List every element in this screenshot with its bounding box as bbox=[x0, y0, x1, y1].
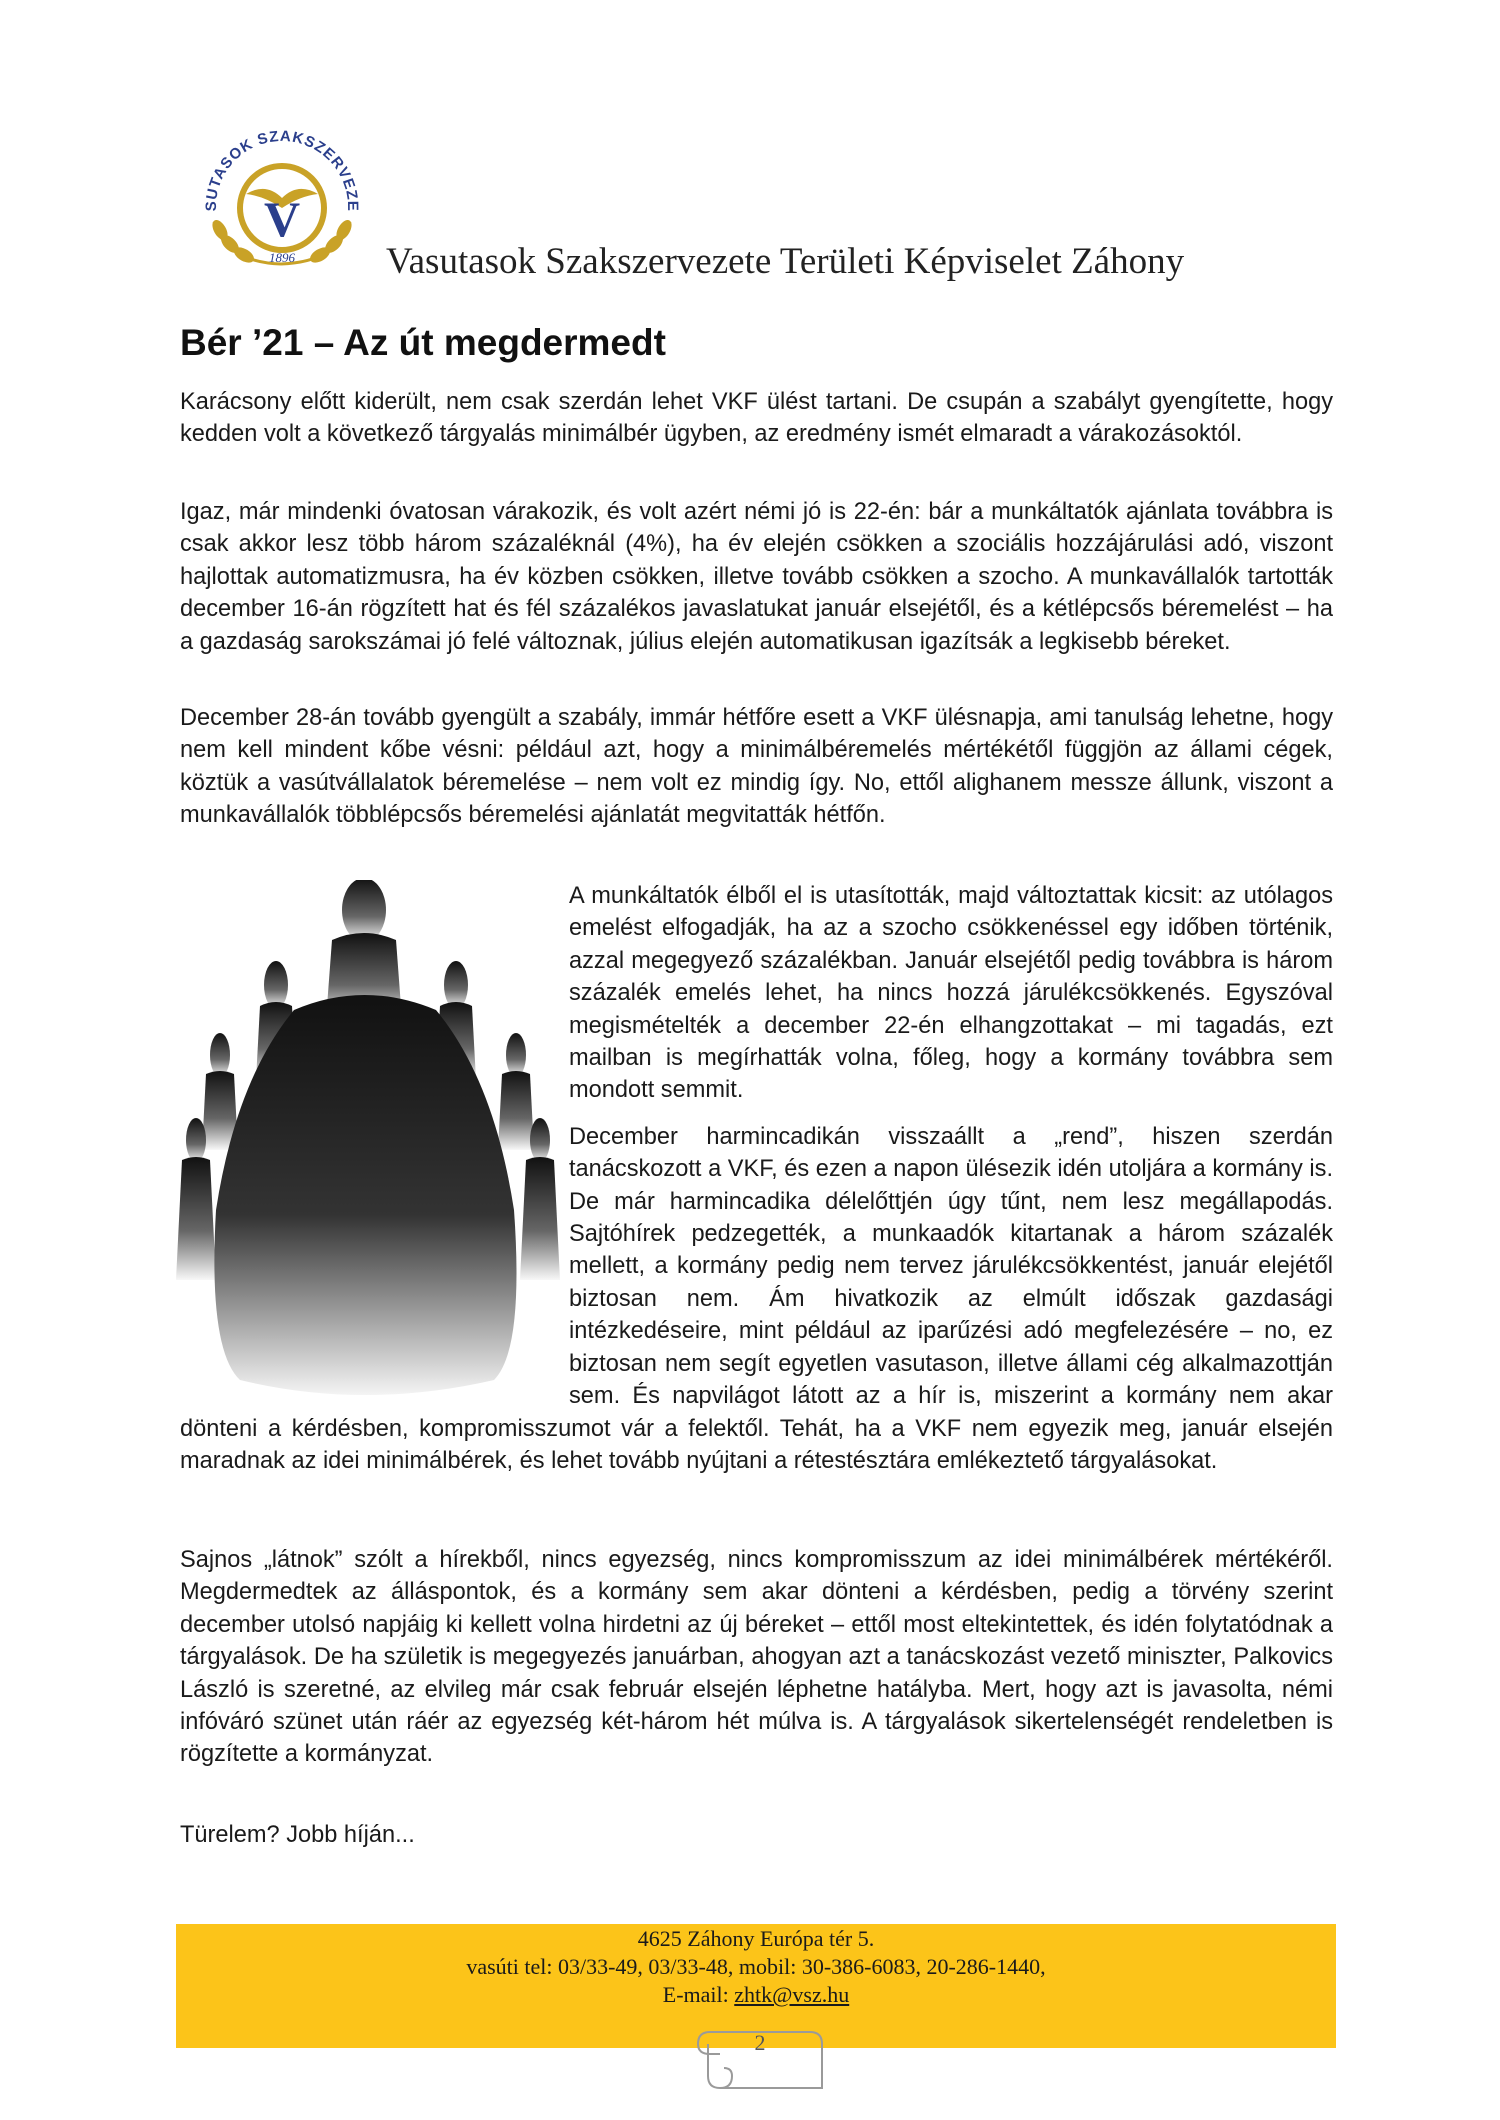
paragraph-7: Türelem? Jobb híján... bbox=[180, 1822, 415, 1848]
org-title: Vasutasok Szakszervezete Területi Képviselet Záhony bbox=[386, 241, 1185, 282]
paragraph-4: A munkáltatók élből el is utasították, majd változtattak kicsit: az utólagos emelést elfogadják, ha az a szocho csökkenéssel egy időben történik, azzal megegyező százalékban. Január elsejétől pedig továbbra is három százalék emelés lehet, ha nincs hozzá járulékcsökkenés. Egyszóval megismételték a december 22-én elhangzottakat – mi tagadás, ezt mailban is megírhatták volna, főleg, hogy a kormány továbbra sem mondott semmit. bbox=[569, 883, 1333, 1104]
union-logo bbox=[186, 112, 376, 272]
footer-address: 4625 Záhony Európa tér 5. bbox=[637, 1926, 875, 1951]
paragraph-5: December harmincadikán visszaállt a „rend”, hiszen szerdán tanácskozott a VKF, és ezen a napon ülésezik idén utoljára a kormány is. De már harmincadika délelőttjén úgy tűnt, nem lesz megállapodás. Sajtóhírek pedzegették, a munkaadók kitartanak a három százalék mellett, a kormány pedig nem tervez járulékcsökkentést, január elejétől biztosan nem. Ám hivatkozik az elmúlt időszak gazdasági intézkedéseire, mint például az iparűzési adó megfelezésére – no, ez biztosan nem segít egyetlen vasutason, illetve állami cég alkalmazottján sem. És napvilágot látott az a hír is, miszerint a kormány nem akar dönteni a kérdésben, kompromisszumot vár a felektől. Tehát, ha a VKF nem egyezik meg, január elsején maradnak az idei minimálbérek, és lehet tovább nyújtani a rétestésztára emlékeztető tárgyalásokat. bbox=[180, 1123, 1333, 1474]
article-title: Bér ’21 – Az út megdermedt bbox=[180, 322, 666, 363]
footer-email-line bbox=[176, 1982, 1336, 2008]
meeting-table-illustration bbox=[164, 880, 569, 1400]
page-number: 2 bbox=[754, 2030, 766, 2055]
paragraph-1: Karácsony előtt kiderült, nem csak szerdán lehet VKF ülést tartani. De csupán a szabályt gyengítette, hogy kedden volt a következő tárgyalás minimálbér ügyben, az eredmény ismét elmaradt a várakozásoktól. bbox=[180, 389, 1333, 448]
footer-email-link[interactable]: zhtk@vsz.hu bbox=[734, 1982, 850, 2007]
paragraph-3: December 28-án tovább gyengült a szabály, immár hétfőre esett a VKF ülésnapja, ami tanulság lehetne, hogy nem kell mindent kőbe vésni: például azt, hogy a minimálbéremelés mértékétől függjön az állami cégek, köztük a vasútvállalatok béremelése – nem volt ez mindig így. No, ettől alighanem messze állunk, viszont a munkavállalók többlépcsős béremelési ajánlatát megvitatták hétfőn. bbox=[180, 705, 1333, 829]
svg-text:V: V bbox=[263, 191, 301, 247]
footer-phones: vasúti tel: 03/33-49, 03/33-48, mobil: 30-386-6083, 20-286-1440, bbox=[466, 1954, 1046, 1979]
footer-email-label: E-mail: bbox=[662, 1982, 735, 2007]
paragraph-2: Igaz, már mindenki óvatosan várakozik, és volt azért némi jó is 22-én: bár a munkáltatók ajánlata továbbra is csak akkor lesz több három százaléknál (4%), ha év elején csökken a szociális hozzájárulási adó, viszont hajlottak automatizmusra, ha év közben csökken, illetve tovább csökken a szocho. A munkavállalók tartották december 16-án rögzített hat és fél százalékos javaslatukat január elsejétől, és a kétlépcsős béremelést – ha a gazdaság sarokszámai jó felé változnak, július elején automatikusan igazítsák a legkisebb béreket. bbox=[180, 499, 1333, 655]
svg-text:1896: 1896 bbox=[269, 250, 295, 265]
illustrated-section bbox=[180, 880, 1333, 1477]
svg-text:VASUTASOK SZAKSZERVEZETE: SUTASOK SZAKSZERVEZE bbox=[202, 127, 362, 212]
paragraph-6: Sajnos „látnok” szólt a hírekből, nincs egyezség, nincs kompromisszum az idei minimálbérek mértékéről. Megdermedtek az álláspontok, és a kormány sem akar dönteni a kérdésben, pedig a törvény szerint december utolsó napjáig ki kellett volna hirdetni az új béreket – ettől most eltekintettek, és idén folytatódnak a tárgyalások. De ha születik is megegyezés januárban, ahogyan azt a tanácskozást vezető miniszter, Palkovics László is szeretné, az elvileg már csak február elsején léphetne hatályba. Mert, hogy azt is javasolta, némi infóváró szünet után ráér az egyezség két-három hét múlva is. A tárgyalások sikertelenségét rendeletben is rögzítette a kormányzat. bbox=[180, 1547, 1333, 1768]
